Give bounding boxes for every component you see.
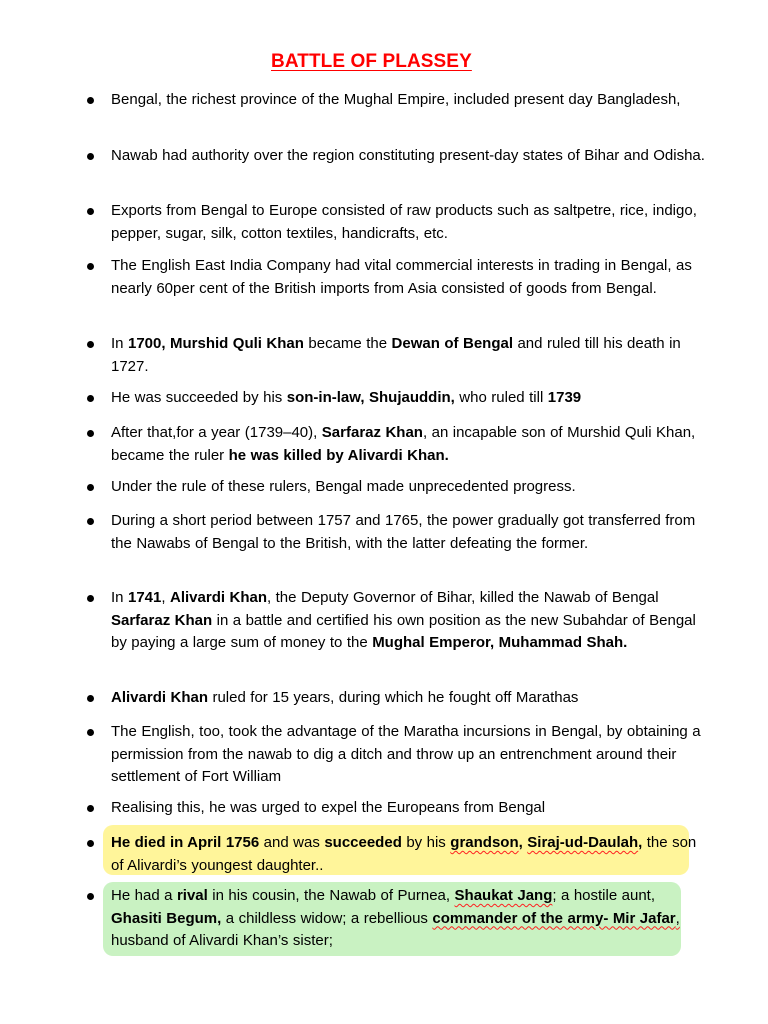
bullet-icon [87, 430, 94, 437]
item-text [111, 510, 709, 555]
item-text [111, 200, 709, 245]
item-text [111, 255, 709, 300]
text-run: Alivardi Khan [111, 689, 208, 706]
text-run: a childless widow; a rebellious [221, 909, 433, 927]
text-run: commander of the army- Mir Jafar [432, 909, 676, 927]
text-run: succeeded [324, 834, 402, 851]
text-run: 1741 [127, 589, 162, 606]
bullet-icon [87, 518, 94, 525]
text-run: , [638, 834, 643, 851]
bullet-icon [87, 805, 94, 812]
text-run: During a short period between 1757 and 1765, the power gradually got transferred from the Nawabs of Bengal to the British, with the latter defeating the former. [111, 512, 696, 552]
text-run: Under the rule of these rulers, Bengal made unprecedented progress. [111, 478, 576, 495]
text-run: 1739 [547, 389, 582, 406]
item-text [111, 832, 709, 877]
bullet-icon [87, 395, 94, 402]
bullet-icon [87, 484, 94, 491]
text-run: He died in April 1756 [111, 834, 260, 851]
text-run: Shaukat Jang [454, 887, 553, 904]
text-run: in his cousin, the Nawab of Purnea, [207, 887, 455, 904]
bullet-icon [87, 208, 94, 215]
text-run: became the [303, 335, 392, 352]
bullet-icon [87, 729, 94, 736]
text-run: Dewan of Bengal [391, 335, 513, 352]
text-run: and ruled till his death in 1727. [111, 335, 681, 375]
text-run: ruled for 15 years, during which he fought off Marathas [208, 689, 579, 706]
text-run: Realising this, he was urged to expel the Europeans from Bengal [111, 799, 546, 816]
text-run: who ruled till [454, 389, 548, 406]
text-run: He was succeeded by his [111, 389, 287, 406]
text-run: Ghasiti Begum, [111, 909, 222, 927]
text-run: , an incapable son of Murshid Quli Khan, became the ruler [111, 424, 696, 464]
page-title: BATTLE OF PLASSEY [271, 51, 472, 72]
text-run: son-in-law, Shujauddin, [286, 389, 455, 406]
bullet-icon [87, 893, 94, 900]
text-run: rival [176, 887, 208, 904]
text-run: Sarfaraz Khan [111, 611, 213, 629]
text-run: The English East India Company had vital commercial interests in trading in Bengal, as nearly 60per cent of the British imports from Asia consisted of goods from Bengal. [111, 257, 692, 297]
text-run: in a battle and certified his own position as the new Subahdar of Bengal by paying a large sum of money to the [111, 611, 696, 652]
item-text [111, 687, 709, 710]
text-run: he was killed by Alivardi Khan. [228, 446, 449, 464]
text-run: Mughal Emperor, Muhammad Shah. [372, 634, 628, 652]
text-run: by his [401, 834, 451, 851]
text-run: the son of Alivardi’s youngest daughter.. [111, 834, 697, 874]
bullet-icon [87, 153, 94, 160]
bullet-icon [87, 840, 94, 847]
text-run: , [161, 589, 170, 606]
text-run: 1700, Murshid Quli Khan [127, 335, 304, 352]
text-run: In [111, 589, 128, 606]
bullet-icon [87, 97, 94, 104]
text-run: , the Deputy Governor of Bihar, killed the Nawab of Bengal [267, 589, 659, 606]
item-text [111, 333, 709, 378]
bullet-icon [87, 695, 94, 702]
text-run: husband of Alivardi Khan’s sister; [111, 932, 333, 950]
text-run: Exports from Bengal to Europe consisted of raw products such as saltpetre, rice, indigo, pepper, sugar, silk, cotton textiles, handicrafts, etc. [111, 202, 697, 242]
text-run: Alivardi Khan [170, 589, 267, 606]
text-run: ; a hostile aunt, [552, 887, 656, 904]
item-text [111, 422, 709, 467]
text-run: He had a [111, 887, 177, 904]
text-run: In [111, 335, 128, 352]
text-run: The English, too, took the advantage of the Maratha incursions in Bengal, by obtaining a permission from the nawab to dig a ditch and throw up an entrenchment around their settlement of Fort William [111, 723, 701, 786]
item-text [111, 721, 709, 789]
bullet-icon [87, 595, 94, 602]
bullet-icon [87, 263, 94, 270]
text-run: and was [259, 834, 325, 851]
item-text [111, 476, 709, 499]
text-run: , [675, 909, 680, 927]
text-run: Siraj-ud-Daulah [527, 834, 639, 851]
item-text [111, 797, 709, 820]
text-run: Nawab had authority over the region constituting present-day states of Bihar and Odisha. [111, 147, 705, 164]
text-run: Sarfaraz Khan [321, 424, 423, 441]
text-run: , [518, 834, 528, 851]
text-run: grandson [450, 834, 519, 851]
item-text [111, 89, 709, 112]
item-text [111, 885, 709, 953]
text-run: After that,for a year (1739–40), [111, 424, 322, 441]
item-text [111, 587, 709, 655]
item-text [111, 145, 709, 168]
item-text [111, 387, 709, 410]
text-run: Bengal, the richest province of the Mughal Empire, included present day Bangladesh, [111, 91, 681, 108]
bullet-icon [87, 341, 94, 348]
